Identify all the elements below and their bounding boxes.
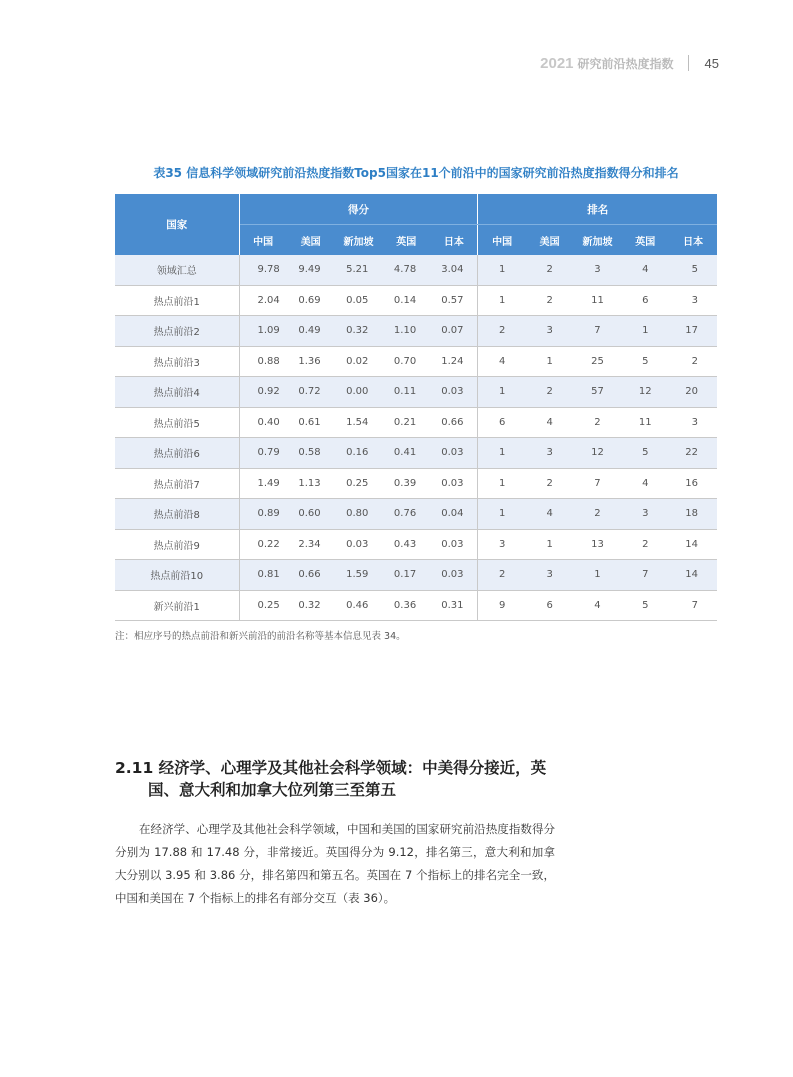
row-name: 热点前沿4 bbox=[115, 377, 239, 408]
score-cell: 1.10 bbox=[382, 316, 430, 347]
score-cell: 0.58 bbox=[287, 438, 335, 469]
col-group-rank: 排名 bbox=[478, 194, 717, 225]
score-cell: 0.16 bbox=[335, 438, 383, 469]
score-cell: 0.04 bbox=[430, 499, 478, 530]
rank-cell: 2 bbox=[478, 560, 526, 591]
rank-cell: 5 bbox=[621, 590, 669, 621]
rank-cell: 4 bbox=[621, 468, 669, 499]
rank-cell: 4 bbox=[621, 255, 669, 285]
section-heading bbox=[115, 757, 555, 801]
rank-cell: 5 bbox=[621, 346, 669, 377]
row-name: 热点前沿8 bbox=[115, 499, 239, 530]
score-cell: 0.03 bbox=[430, 560, 478, 591]
score-cell: 0.41 bbox=[382, 438, 430, 469]
rank-cell: 2 bbox=[526, 255, 574, 285]
rank-cell: 1 bbox=[478, 377, 526, 408]
rank-cell: 3 bbox=[526, 316, 574, 347]
rank-cell: 3 bbox=[621, 499, 669, 530]
header-year: 2021 bbox=[540, 54, 574, 72]
rank-cell: 3 bbox=[669, 407, 717, 438]
score-rank-table bbox=[115, 194, 717, 621]
rank-cell: 1 bbox=[574, 560, 622, 591]
score-cell: 0.11 bbox=[382, 377, 430, 408]
rank-cell: 16 bbox=[669, 468, 717, 499]
rank-cell: 1 bbox=[478, 255, 526, 285]
score-cell: 0.03 bbox=[430, 468, 478, 499]
section-body bbox=[115, 818, 555, 910]
page-number: 45 bbox=[704, 55, 719, 71]
rank-cell: 1 bbox=[478, 285, 526, 316]
score-cell: 0.57 bbox=[430, 285, 478, 316]
score-cell: 0.69 bbox=[287, 285, 335, 316]
row-name: 热点前沿3 bbox=[115, 346, 239, 377]
table-row bbox=[115, 316, 717, 347]
rank-cell: 1 bbox=[526, 346, 574, 377]
score-cell: 0.40 bbox=[239, 407, 287, 438]
table-row bbox=[115, 255, 717, 285]
score-cell: 0.31 bbox=[430, 590, 478, 621]
header-divider bbox=[688, 55, 689, 71]
score-cell: 0.92 bbox=[239, 377, 287, 408]
section-heading-line2: 国、意大利和加拿大位列第三至第五 bbox=[148, 781, 397, 799]
score-cell: 0.61 bbox=[287, 407, 335, 438]
subheader-score-country: 美国 bbox=[287, 225, 335, 256]
table-row bbox=[115, 468, 717, 499]
score-cell: 1.24 bbox=[430, 346, 478, 377]
score-cell: 0.05 bbox=[335, 285, 383, 316]
table-row bbox=[115, 285, 717, 316]
score-cell: 0.03 bbox=[335, 529, 383, 560]
table-row bbox=[115, 407, 717, 438]
rank-cell: 18 bbox=[669, 499, 717, 530]
row-name: 热点前沿5 bbox=[115, 407, 239, 438]
rank-cell: 4 bbox=[478, 346, 526, 377]
rank-cell: 2 bbox=[478, 316, 526, 347]
score-cell: 3.04 bbox=[430, 255, 478, 285]
rank-cell: 2 bbox=[621, 529, 669, 560]
col-header-country: 国家 bbox=[115, 194, 239, 255]
rank-cell: 3 bbox=[526, 438, 574, 469]
score-cell: 0.03 bbox=[430, 438, 478, 469]
score-cell: 2.34 bbox=[287, 529, 335, 560]
rank-cell: 2 bbox=[574, 407, 622, 438]
score-cell: 0.80 bbox=[335, 499, 383, 530]
rank-cell: 3 bbox=[478, 529, 526, 560]
score-cell: 0.43 bbox=[382, 529, 430, 560]
rank-cell: 1 bbox=[478, 499, 526, 530]
rank-cell: 1 bbox=[478, 468, 526, 499]
row-name: 热点前沿10 bbox=[115, 560, 239, 591]
table-row bbox=[115, 560, 717, 591]
rank-cell: 2 bbox=[669, 346, 717, 377]
score-cell: 9.78 bbox=[239, 255, 287, 285]
subheader-rank-country: 日本 bbox=[669, 225, 717, 256]
table-note: 注：相应序号的热点前沿和新兴前沿的前沿名称等基本信息见表 34。 bbox=[115, 631, 406, 642]
score-cell: 1.13 bbox=[287, 468, 335, 499]
score-cell: 1.59 bbox=[335, 560, 383, 591]
score-cell: 0.66 bbox=[287, 560, 335, 591]
subheader-score-country: 中国 bbox=[239, 225, 287, 256]
rank-cell: 11 bbox=[574, 285, 622, 316]
row-name: 领域汇总 bbox=[115, 255, 239, 285]
rank-cell: 5 bbox=[621, 438, 669, 469]
page-header bbox=[540, 52, 719, 74]
score-cell: 1.09 bbox=[239, 316, 287, 347]
score-cell: 0.17 bbox=[382, 560, 430, 591]
rank-cell: 7 bbox=[621, 560, 669, 591]
rank-cell: 7 bbox=[669, 590, 717, 621]
subheader-rank-country: 中国 bbox=[478, 225, 526, 256]
table-row bbox=[115, 438, 717, 469]
score-cell: 0.72 bbox=[287, 377, 335, 408]
rank-cell: 2 bbox=[526, 285, 574, 316]
score-cell: 0.32 bbox=[335, 316, 383, 347]
rank-cell: 4 bbox=[526, 499, 574, 530]
subheader-score-country: 英国 bbox=[382, 225, 430, 256]
score-cell: 0.02 bbox=[335, 346, 383, 377]
rank-cell: 22 bbox=[669, 438, 717, 469]
row-name: 热点前沿7 bbox=[115, 468, 239, 499]
score-cell: 5.21 bbox=[335, 255, 383, 285]
rank-cell: 7 bbox=[574, 468, 622, 499]
table-row bbox=[115, 590, 717, 621]
score-cell: 0.89 bbox=[239, 499, 287, 530]
rank-cell: 11 bbox=[621, 407, 669, 438]
rank-cell: 3 bbox=[669, 285, 717, 316]
rank-cell: 2 bbox=[526, 468, 574, 499]
score-cell: 0.88 bbox=[239, 346, 287, 377]
score-cell: 1.36 bbox=[287, 346, 335, 377]
score-cell: 0.00 bbox=[335, 377, 383, 408]
score-cell: 0.66 bbox=[430, 407, 478, 438]
table-row bbox=[115, 377, 717, 408]
table-row bbox=[115, 499, 717, 530]
rank-cell: 14 bbox=[669, 560, 717, 591]
rank-cell: 1 bbox=[478, 438, 526, 469]
rank-cell: 2 bbox=[574, 499, 622, 530]
score-cell: 0.03 bbox=[430, 529, 478, 560]
rank-cell: 3 bbox=[526, 560, 574, 591]
rank-cell: 6 bbox=[621, 285, 669, 316]
score-cell: 0.25 bbox=[239, 590, 287, 621]
rank-cell: 13 bbox=[574, 529, 622, 560]
score-cell: 0.14 bbox=[382, 285, 430, 316]
table-caption: 表35 信息科学领域研究前沿热度指数Top5国家在11个前沿中的国家研究前沿热度指数得分和排名 bbox=[153, 166, 679, 180]
rank-cell: 1 bbox=[526, 529, 574, 560]
score-cell: 0.46 bbox=[335, 590, 383, 621]
row-name: 热点前沿1 bbox=[115, 285, 239, 316]
rank-cell: 12 bbox=[574, 438, 622, 469]
score-cell: 0.79 bbox=[239, 438, 287, 469]
score-cell: 0.21 bbox=[382, 407, 430, 438]
rank-cell: 14 bbox=[669, 529, 717, 560]
score-cell: 0.76 bbox=[382, 499, 430, 530]
score-cell: 2.04 bbox=[239, 285, 287, 316]
score-cell: 0.39 bbox=[382, 468, 430, 499]
rank-cell: 3 bbox=[574, 255, 622, 285]
score-cell: 0.49 bbox=[287, 316, 335, 347]
rank-cell: 25 bbox=[574, 346, 622, 377]
score-cell: 0.25 bbox=[335, 468, 383, 499]
section-paragraph: 在经济学、心理学及其他社会科学领域，中国和美国的国家研究前沿热度指数得分分别为 17.88 和 17.48 分，非常接近。英国得分为 9.12，排名第三，意大利和加拿大分别以 3.95 和 3.86 分，排名第四和第五名。英国在 7 个指标上的排名完全一致，中国和美国在 7 个指标上的排名有部分交互（表 36）。 bbox=[115, 822, 555, 905]
score-cell: 0.60 bbox=[287, 499, 335, 530]
rank-cell: 5 bbox=[669, 255, 717, 285]
score-cell: 0.22 bbox=[239, 529, 287, 560]
score-cell: 0.81 bbox=[239, 560, 287, 591]
rank-cell: 2 bbox=[526, 377, 574, 408]
rank-cell: 6 bbox=[526, 590, 574, 621]
score-cell: 0.03 bbox=[430, 377, 478, 408]
score-cell: 1.54 bbox=[335, 407, 383, 438]
subheader-score-country: 日本 bbox=[430, 225, 478, 256]
subheader-rank-country: 美国 bbox=[526, 225, 574, 256]
score-cell: 0.07 bbox=[430, 316, 478, 347]
table-row bbox=[115, 346, 717, 377]
score-cell: 0.32 bbox=[287, 590, 335, 621]
subheader-rank-country: 新加坡 bbox=[574, 225, 622, 256]
rank-cell: 57 bbox=[574, 377, 622, 408]
col-group-score: 得分 bbox=[239, 194, 478, 225]
subheader-score-country: 新加坡 bbox=[335, 225, 383, 256]
table-row bbox=[115, 529, 717, 560]
score-cell: 9.49 bbox=[287, 255, 335, 285]
score-cell: 0.36 bbox=[382, 590, 430, 621]
rank-cell: 6 bbox=[478, 407, 526, 438]
header-title: 研究前沿热度指数 bbox=[577, 56, 674, 71]
rank-cell: 7 bbox=[574, 316, 622, 347]
rank-cell: 1 bbox=[621, 316, 669, 347]
rank-cell: 20 bbox=[669, 377, 717, 408]
rank-cell: 17 bbox=[669, 316, 717, 347]
row-name: 热点前沿2 bbox=[115, 316, 239, 347]
rank-cell: 9 bbox=[478, 590, 526, 621]
subheader-rank-country: 英国 bbox=[621, 225, 669, 256]
rank-cell: 4 bbox=[526, 407, 574, 438]
row-name: 热点前沿6 bbox=[115, 438, 239, 469]
row-name: 新兴前沿1 bbox=[115, 590, 239, 621]
section-heading-line1: 2.11 经济学、心理学及其他社会科学领域：中美得分接近，英 bbox=[115, 759, 547, 777]
score-cell: 4.78 bbox=[382, 255, 430, 285]
score-cell: 1.49 bbox=[239, 468, 287, 499]
rank-cell: 12 bbox=[621, 377, 669, 408]
row-name: 热点前沿9 bbox=[115, 529, 239, 560]
score-cell: 0.70 bbox=[382, 346, 430, 377]
rank-cell: 4 bbox=[574, 590, 622, 621]
